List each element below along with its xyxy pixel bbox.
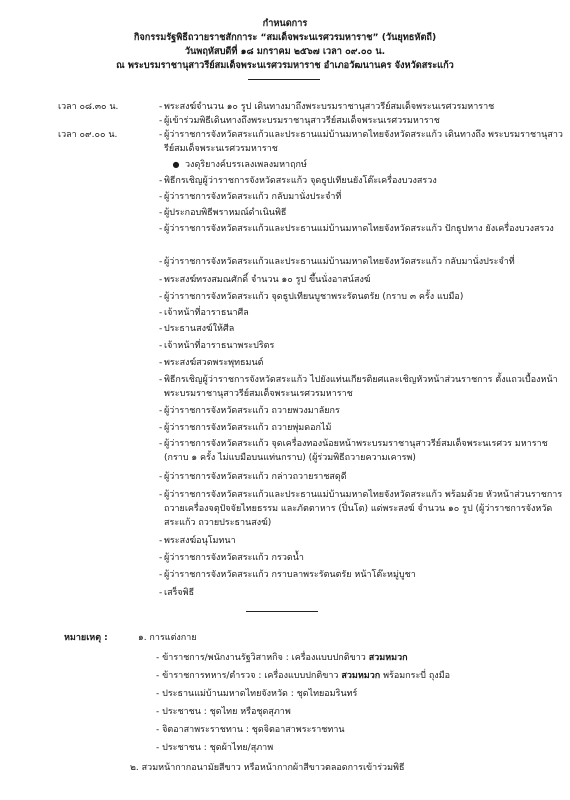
schedule-item: - เสร็จพิธี <box>159 588 195 598</box>
schedule-item: - พระสงฆ์ทรงสมณศักดิ์ จำนวน ๑๐ รูป ขึ้นนั่งอาสน์สงฆ์ <box>159 275 371 285</box>
dress-code-item: - ประธานแม่บ้านมหาดไทยจังหวัด : ชุดไทยอมรินทร์ <box>156 689 358 699</box>
schedule-item: - ผู้ว่าราชการจังหวัดสระแก้วและประธานแม่บ้านมหาดไทยจังหวัดสระแก้ว กลับมานั่งประจำที่ <box>159 257 515 267</box>
schedule-item: - ผู้ว่าราชการจังหวัดสระแก้วและประธานแม่บ้านมหาดไทยจังหวัดสระแก้ว พร้อมด้วย หัวหน้าส่วนราชการ ถวายเครื่องจตุปัจจัยไทยธรรม และภัตตาหาร (ปิ่นโต) แด่พระสงฆ์ จำนวน ๑๐ รูป (ผู้ว่าราชการจังหวัดสระแก้ว ถวายประธานสงฆ์) <box>159 490 563 528</box>
bullet-icon: ● <box>172 160 180 169</box>
ceremony-name: กิจกรรมรัฐพิธีถวายราชสักการะ “สมเด็จพระนเรศวรมหาราช” (วันยุทธหัตถี) <box>133 32 437 43</box>
ceremony-date: วันพฤหัสบดีที่ ๑๘ มกราคม ๒๕๖๗ เวลา ๐๙.๐๐ น. <box>184 46 386 57</box>
schedule-item: - พระสงฆ์จำนวน ๑๐ รูป เดินทางมาถึงพระบรมราชานุสาวรีย์สมเด็จพระนเรศวรมหาราช <box>159 102 495 112</box>
schedule-item: - พระสงฆ์อนุโมทนา <box>159 536 236 546</box>
schedule-item: - พิธีกรเชิญผู้ว่าราชการจังหวัดสระแก้ว ไปยังแท่นเกียรติยศและเชิญหัวหน้าส่วนราชการ ตั้งแถวเบื้องหน้าพระบรมราชานุสาวรีย์สมเด็จพระนเรศวรมหาราช <box>159 375 558 399</box>
schedule-item: - เจ้าหน้าที่อาราธนาศีล <box>159 308 249 318</box>
note-dress-heading: ๑. การแต่งกาย <box>138 633 197 643</box>
dress-code-item: - ประชาชน : ชุดผ้าไทย/สุภาพ <box>156 743 274 753</box>
dress-code-item: - ประชาชน : ชุดไทย หรือชุดสุภาพ <box>156 707 291 717</box>
time-0900: เวลา ๐๙.๐๐ น. <box>58 130 118 140</box>
schedule-item: - พระสงฆ์สวดพระพุทธมนต์ <box>159 358 264 368</box>
schedule-item: - ผู้ว่าราชการจังหวัดสระแก้ว กล่าวถวายราชสดุดี <box>159 472 347 482</box>
schedule-item: - ประธานสงฆ์ให้ศีล <box>159 324 235 334</box>
schedule-item: - ผู้ว่าราชการจังหวัดสระแก้ว ถวายพุ่มดอกไม้ <box>159 423 332 433</box>
dress-code-item: - ข้าราชการทหาร/ตำรวจ : เครื่องแบบปกติขาว สวมหมวก พร้อมกระบี่ ถุงมือ <box>156 671 451 681</box>
dress-code-item: - จิตอาสาพระราชทาน : ชุดจิตอาสาพระราชทาน <box>156 725 345 735</box>
time-0830: เวลา ๐๘.๓๐ น. <box>58 102 119 112</box>
schedule-item: - ผู้ว่าราชการจังหวัดสระแก้ว ถวายพวงมาลัยกร <box>159 406 340 416</box>
schedule-item: - ผู้ว่าราชการจังหวัดสระแก้วและประธานแม่บ้านมหาดไทยจังหวัดสระแก้ว ปักธูปหาง ยังเครื่องบวงสรวง <box>159 224 554 234</box>
document-title: กำหนดการ <box>262 18 308 29</box>
schedule-item: - ผู้ประกอบพิธีพราหมณ์ดำเนินพิธี <box>159 208 287 218</box>
schedule-item: - ผู้ว่าราชการจังหวัดสระแก้ว จุดเครื่องทองน้อยหน้าพระบรมราชานุสาวรีย์สมเด็จพระนเรศวร มหาราช (กราบ ๑ ครั้ง ไม่แบมือบนแท่นกราบ) (ผู้ร่วมพิธีถวายความเคารพ) <box>159 439 548 463</box>
header-divider <box>248 79 320 80</box>
notes-label: หมายเหตุ : <box>64 633 108 643</box>
schedule-divider <box>246 611 318 612</box>
ceremony-venue: ณ พระบรมราชานุสาวรีย์สมเด็จพระนเรศวรมหาราช อำเภอวัฒนานคร จังหวัดสระแก้ว <box>116 60 454 71</box>
schedule-item: - ผู้ว่าราชการจังหวัดสระแก้ว กลับมานั่งประจำที่ <box>159 192 342 202</box>
schedule-item: - ผู้ว่าราชการจังหวัดสระแก้ว จุดธูปเทียนบูชาพระรัตนตรัย (กราบ ๓ ครั้ง แบมือ) <box>159 292 464 302</box>
schedule-item: - พิธีกรเชิญผู้ว่าราชการจังหวัดสระแก้ว จุดธูปเทียนยังโต๊ะเครื่องบวงสรวง <box>159 176 437 186</box>
schedule-item: - ผู้ว่าราชการจังหวัดสระแก้ว กราบลาพระรัตนตรัย หน้าโต๊ะหมู่บูชา <box>159 570 416 580</box>
schedule-item: - เจ้าหน้าที่อาราธนาพระปริตร <box>159 341 275 351</box>
schedule-subitem: วงดุริยางค์บรรเลงเพลงมหาฤกษ์ <box>185 160 307 170</box>
dress-code-item: - ข้าราชการ/พนักงานรัฐวิสาหกิจ : เครื่องแบบปกติขาว สวมหมวก <box>156 653 408 663</box>
note-mask: ๒. สวมหน้ากากอนามัยสีขาว หรือหน้ากากผ้าสีขาวตลอดการเข้าร่วมพิธี <box>130 763 405 773</box>
schedule-item: - ผู้เข้าร่วมพิธีเดินทางถึงพระบรมราชานุสาวรีย์สมเด็จพระนเรศวรมหาราช <box>159 116 440 126</box>
schedule-item: - ผู้ว่าราชการจังหวัดสระแก้ว กรวดน้ำ <box>159 553 304 563</box>
schedule-item: - ผู้ว่าราชการจังหวัดสระแก้วและประธานแม่บ้านมหาดไทยจังหวัดสระแก้ว เดินทางถึง พระบรมราชานุสาวรีย์สมเด็จพระนเรศวรมหาราช <box>159 130 563 154</box>
